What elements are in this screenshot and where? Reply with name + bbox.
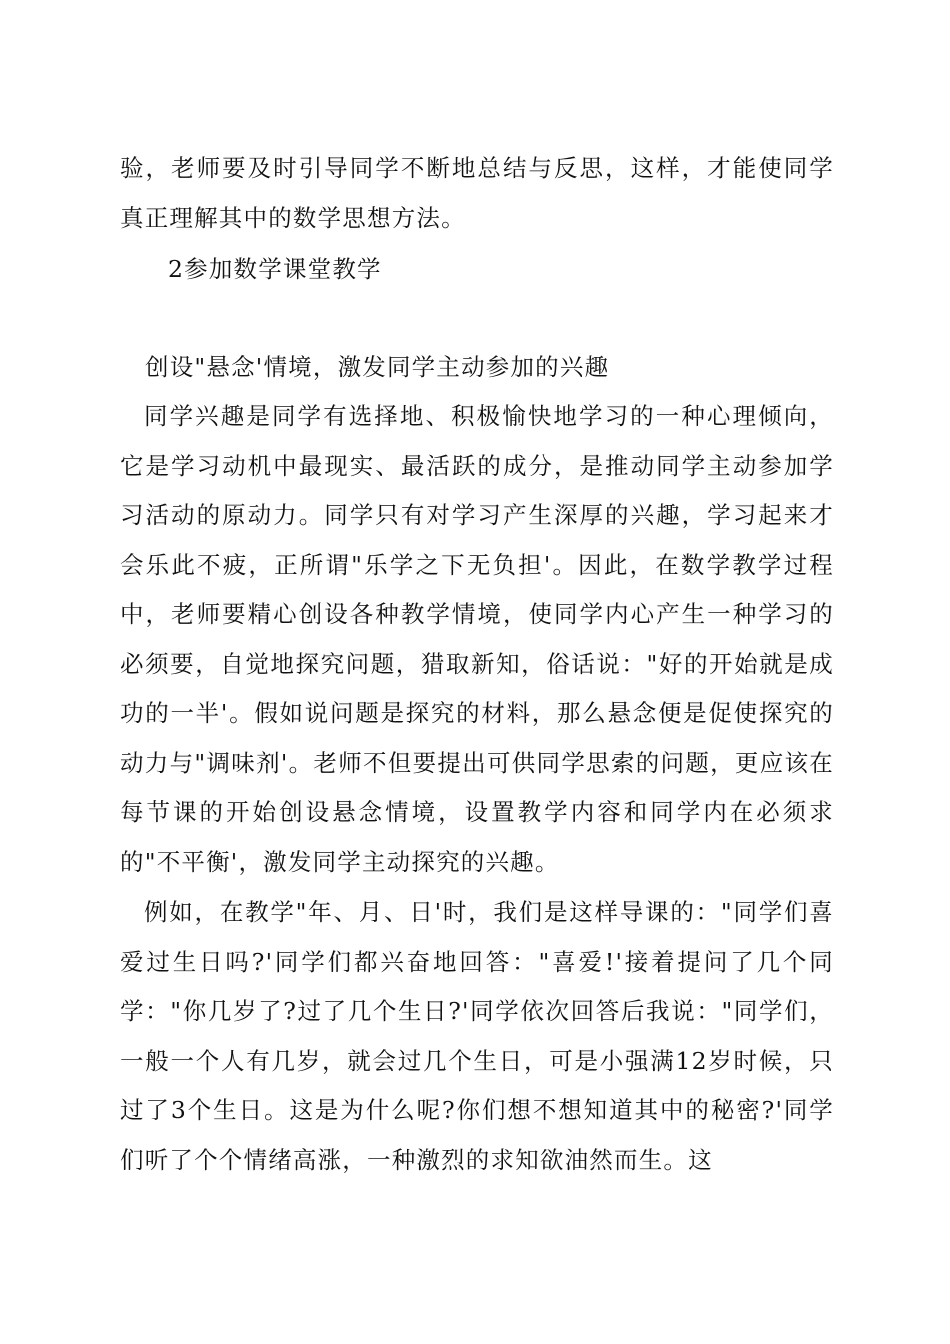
subsection-heading: 创设"悬念'情境，激发同学主动参加的兴趣	[145, 353, 610, 381]
paragraph-example: 例如，在教学"年、月、日'时，我们是这样导课的："同学们喜爱过生日吗?'同学们都兴奋地回答："喜爱!'接着提问了几个同学："你几岁了?过了几个生日?'同学依次回答后我说："同学们，一般一个人有几岁，就会过几个生日，可是小强满12岁时候，只过了3个生日。这是为什么呢?你们想不想知道其中的秘密?'同学们听了个个情绪高涨，一种激烈的求知欲油然而生。这	[120, 898, 834, 1174]
paragraph-interest: 同学兴趣是同学有选择地、积极愉快地学习的一种心理倾向，它是学习动机中最现实、最活跃的成分，是推动同学主动参加学习活动的原动力。同学只有对学习产生深厚的兴趣，学习起来才会乐此不疲，正所谓"乐学之下无负担'。因此，在数学教学过程中，老师要精心创设各种教学情境，使同学内心产生一种学习的必须要，自觉地探究问题，猎取新知，俗话说："好的开始就是成功的一半'。假如说问题是探究的材料，那么悬念便是促使探究的动力与"调味剂'。老师不但要提出可供同学思索的问题，更应该在每节课的开始创设悬念情境，设置教学内容和同学内在必须求的"不平衡'，激发同学主动探究的兴趣。	[120, 402, 834, 876]
paragraph-continued: 验，老师要及时引导同学不断地总结与反思，这样，才能使同学真正理解其中的数学思想方法。	[120, 154, 834, 232]
section-heading: 2参加数学课堂教学	[168, 255, 382, 283]
